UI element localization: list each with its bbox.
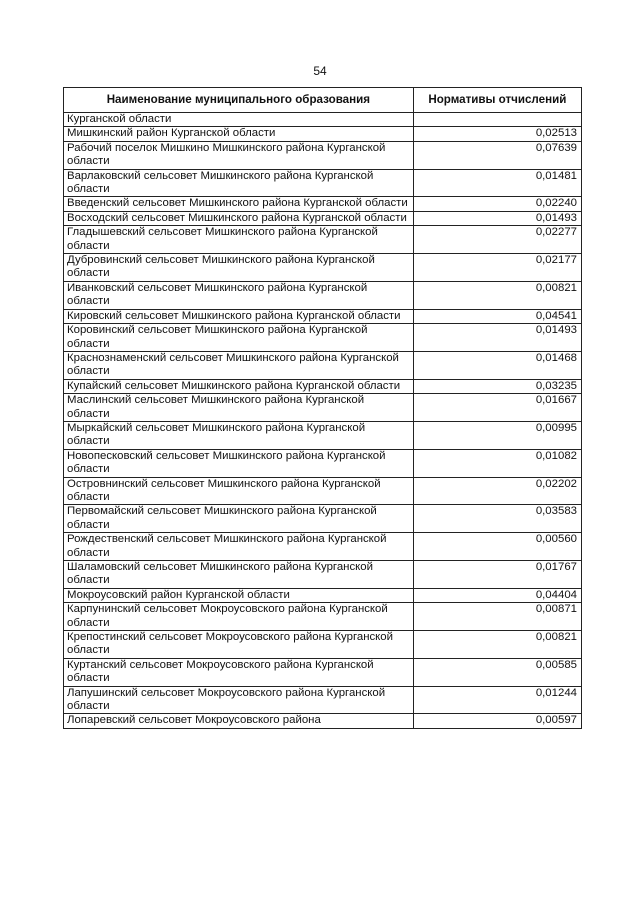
table-row xyxy=(64,421,582,449)
norm-value: 0,07639 xyxy=(413,141,581,169)
norm-value: 0,00995 xyxy=(413,421,581,449)
table-row xyxy=(64,254,582,282)
norm-value: 0,01082 xyxy=(413,449,581,477)
municipality-name: Мыркайский сельсовет Мишкинского района Курганской области xyxy=(64,421,414,449)
table-row xyxy=(64,603,582,631)
table-row xyxy=(64,379,582,393)
table-row xyxy=(64,281,582,309)
municipality-name: Гладышевский сельсовет Мишкинского района Курганской области xyxy=(64,226,414,254)
norm-value: 0,02240 xyxy=(413,197,581,211)
table-row xyxy=(64,505,582,533)
table-row xyxy=(64,197,582,211)
norm-value: 0,01667 xyxy=(413,394,581,422)
table-row xyxy=(64,127,582,141)
municipality-name: Крепостинский сельсовет Мокроусовского района Курганской области xyxy=(64,631,414,659)
table-header-row xyxy=(64,88,582,113)
norm-value: 0,02202 xyxy=(413,477,581,505)
municipality-name: Иванковский сельсовет Мишкинского района Курганской области xyxy=(64,281,414,309)
municipality-name: Карпунинский сельсовет Мокроусовского района Курганской области xyxy=(64,603,414,631)
table-row xyxy=(64,631,582,659)
municipality-name: Кировский сельсовет Мишкинского района Курганской области xyxy=(64,309,414,323)
norms-table xyxy=(63,87,582,729)
table-body xyxy=(64,113,582,729)
norm-value: 0,01767 xyxy=(413,561,581,589)
norm-value: 0,00821 xyxy=(413,631,581,659)
table-row xyxy=(64,141,582,169)
municipality-name: Восходский сельсовет Мишкинского района Курганской области xyxy=(64,211,414,225)
municipality-name: Новопесковский сельсовет Мишкинского района Курганской области xyxy=(64,449,414,477)
norm-value: 0,00585 xyxy=(413,658,581,686)
norm-value: 0,01493 xyxy=(413,324,581,352)
municipality-name: Рождественский сельсовет Мишкинского района Курганской области xyxy=(64,533,414,561)
municipality-name: Рабочий поселок Мишкино Мишкинского района Курганской области xyxy=(64,141,414,169)
norm-value: 0,01468 xyxy=(413,351,581,379)
norm-value xyxy=(413,113,581,127)
norm-value: 0,01244 xyxy=(413,686,581,714)
table-row xyxy=(64,113,582,127)
norm-value: 0,03583 xyxy=(413,505,581,533)
table-row xyxy=(64,211,582,225)
municipality-name: Курганской области xyxy=(64,113,414,127)
municipality-name: Куртанский сельсовет Мокроусовского района Курганской области xyxy=(64,658,414,686)
municipality-name: Варлаковский сельсовет Мишкинского района Курганской области xyxy=(64,169,414,197)
municipality-name: Мокроусовский район Курганской области xyxy=(64,588,414,602)
table-row xyxy=(64,533,582,561)
municipality-name: Мишкинский район Курганской области xyxy=(64,127,414,141)
municipality-name: Дубровинский сельсовет Мишкинского района Курганской области xyxy=(64,254,414,282)
table-row xyxy=(64,351,582,379)
norm-value: 0,01493 xyxy=(413,211,581,225)
table-row xyxy=(64,169,582,197)
municipality-name: Островнинский сельсовет Мишкинского района Курганской области xyxy=(64,477,414,505)
table-row xyxy=(64,477,582,505)
table-row xyxy=(64,588,582,602)
norm-value: 0,00597 xyxy=(413,714,581,728)
municipality-name: Краснознаменский сельсовет Мишкинского района Курганской области xyxy=(64,351,414,379)
table-row xyxy=(64,226,582,254)
page-number: 54 xyxy=(313,64,327,78)
norm-value: 0,03235 xyxy=(413,379,581,393)
table-row xyxy=(64,309,582,323)
norm-value: 0,00871 xyxy=(413,603,581,631)
table-row xyxy=(64,449,582,477)
table-row xyxy=(64,324,582,352)
norm-value: 0,02177 xyxy=(413,254,581,282)
table-row xyxy=(64,394,582,422)
norm-value: 0,02513 xyxy=(413,127,581,141)
municipality-name: Лапушинский сельсовет Мокроусовского района Курганской области xyxy=(64,686,414,714)
municipality-name: Маслинский сельсовет Мишкинского района Курганской области xyxy=(64,394,414,422)
header-norms: Нормативы отчислений xyxy=(413,88,581,113)
table-row xyxy=(64,561,582,589)
header-municipality: Наименование муниципального образования xyxy=(64,88,414,113)
municipality-name: Введенский сельсовет Мишкинского района Курганской области xyxy=(64,197,414,211)
norm-value: 0,00560 xyxy=(413,533,581,561)
municipality-name: Первомайский сельсовет Мишкинского района Курганской области xyxy=(64,505,414,533)
municipality-name: Купайский сельсовет Мишкинского района Курганской области xyxy=(64,379,414,393)
norm-value: 0,04404 xyxy=(413,588,581,602)
table-row xyxy=(64,658,582,686)
norm-value: 0,01481 xyxy=(413,169,581,197)
municipality-name: Коровинский сельсовет Мишкинского района Курганской области xyxy=(64,324,414,352)
table-row xyxy=(64,714,582,728)
norm-value: 0,04541 xyxy=(413,309,581,323)
table-row xyxy=(64,686,582,714)
municipality-name: Лопаревский сельсовет Мокроусовского района xyxy=(64,714,414,728)
norm-value: 0,00821 xyxy=(413,281,581,309)
municipality-name: Шаламовский сельсовет Мишкинского района Курганской области xyxy=(64,561,414,589)
norm-value: 0,02277 xyxy=(413,226,581,254)
